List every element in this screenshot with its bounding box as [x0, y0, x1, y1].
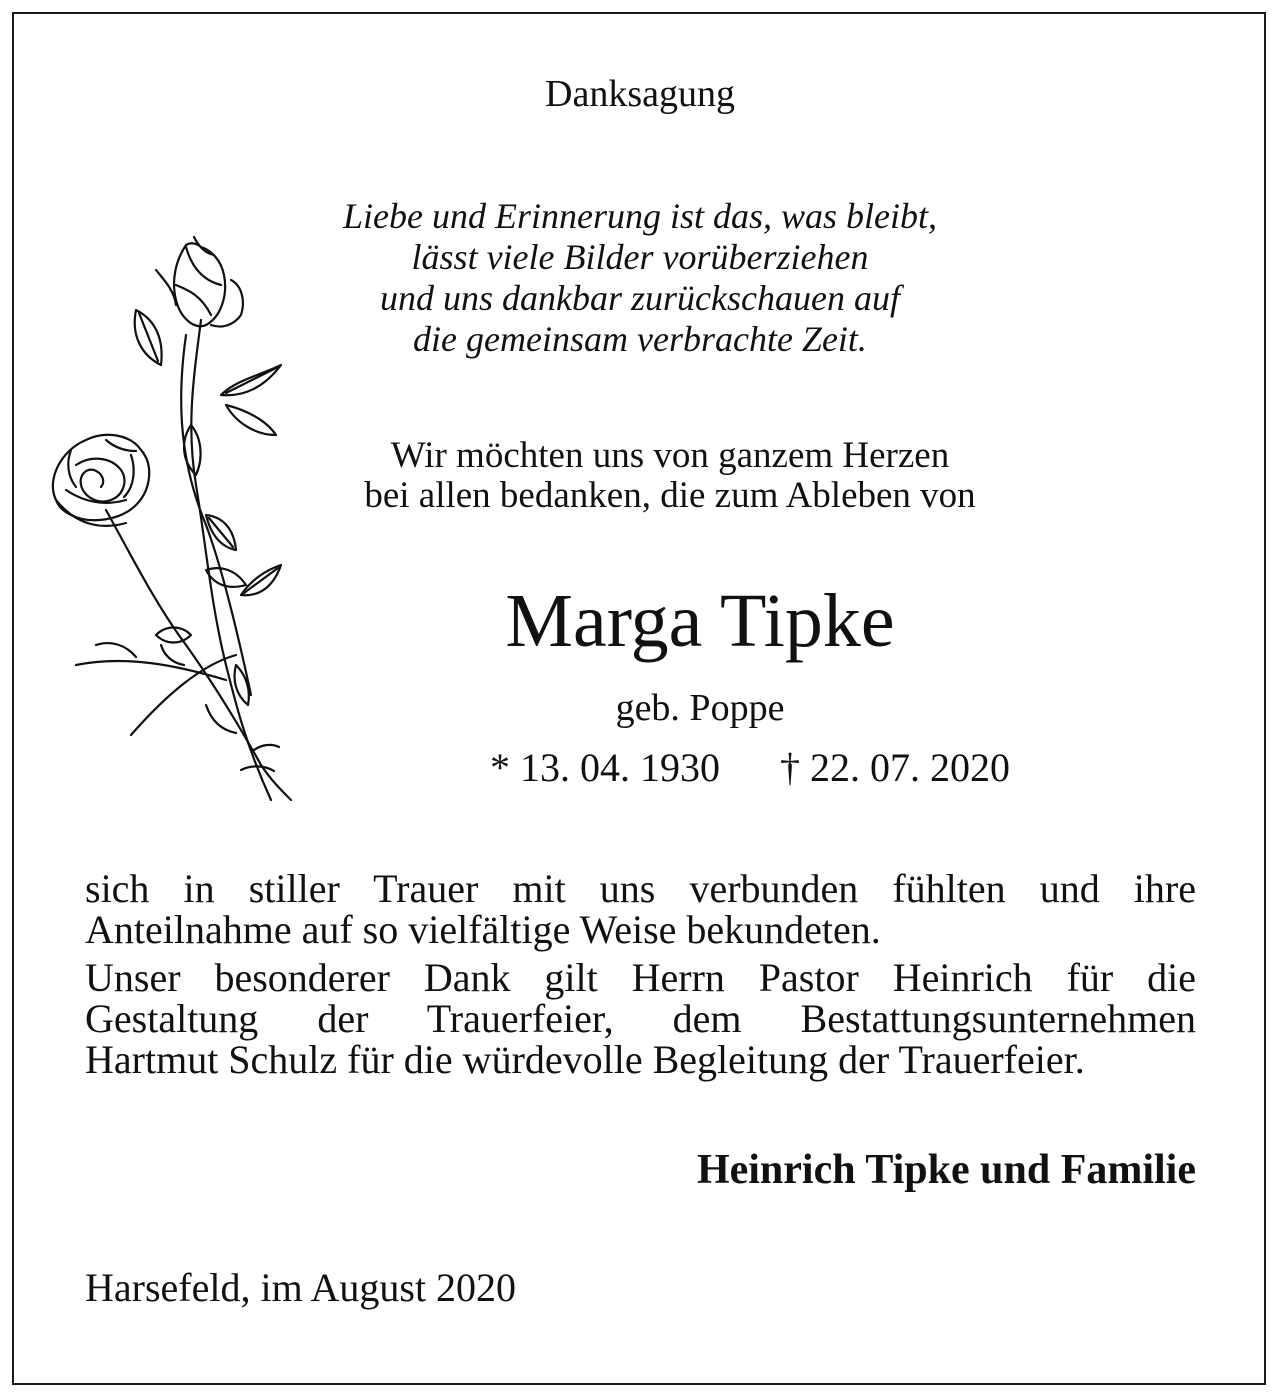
intro-line: bei allen bedanken, die zum Ableben von [364, 475, 976, 516]
deceased-name: Marga Tipke [505, 579, 895, 663]
poem-line: Liebe und Erinnerung ist das, was bleibt, [343, 196, 937, 236]
birth-date: * 13. 04. 1930 [490, 745, 720, 790]
poem-line: die gemeinsam verbrachte Zeit. [413, 319, 867, 359]
life-dates [250, 744, 1250, 791]
paragraph-line: Anteilnahme auf so vielfältige Weise bekundeten. [85, 907, 881, 952]
poem-line: lässt viele Bilder vorüberziehen [411, 237, 869, 277]
paragraph-line: sich in stiller Trauer mit uns verbunden fühlten und ihre [85, 866, 1196, 911]
signature: Heinrich Tipke und Familie [696, 1147, 1196, 1193]
poem-line: und uns dankbar zurückschauen auf [380, 278, 900, 318]
notice-heading: Danksagung [545, 73, 735, 115]
thanks-paragraph-2 [85, 957, 1196, 1080]
poem [250, 196, 1030, 360]
intro-line: Wir möchten uns von ganzem Herzen [390, 435, 950, 476]
intro-text [250, 436, 1090, 516]
place-date: Harsefeld, im August 2020 [85, 1265, 517, 1310]
paragraph-line: Gestaltung der Trauerfeier, dem Bestattungsunternehmen [85, 996, 1196, 1041]
paragraph-line: Hartmut Schulz für die würdevolle Begleitung der Trauerfeier. [85, 1037, 1085, 1082]
thanks-paragraph-1 [85, 868, 1196, 950]
maiden-name: geb. Poppe [615, 687, 785, 729]
paragraph-line: Unser besonderer Dank gilt Herrn Pastor Heinrich für die [85, 955, 1196, 1000]
death-date: † 22. 07. 2020 [780, 745, 1010, 790]
